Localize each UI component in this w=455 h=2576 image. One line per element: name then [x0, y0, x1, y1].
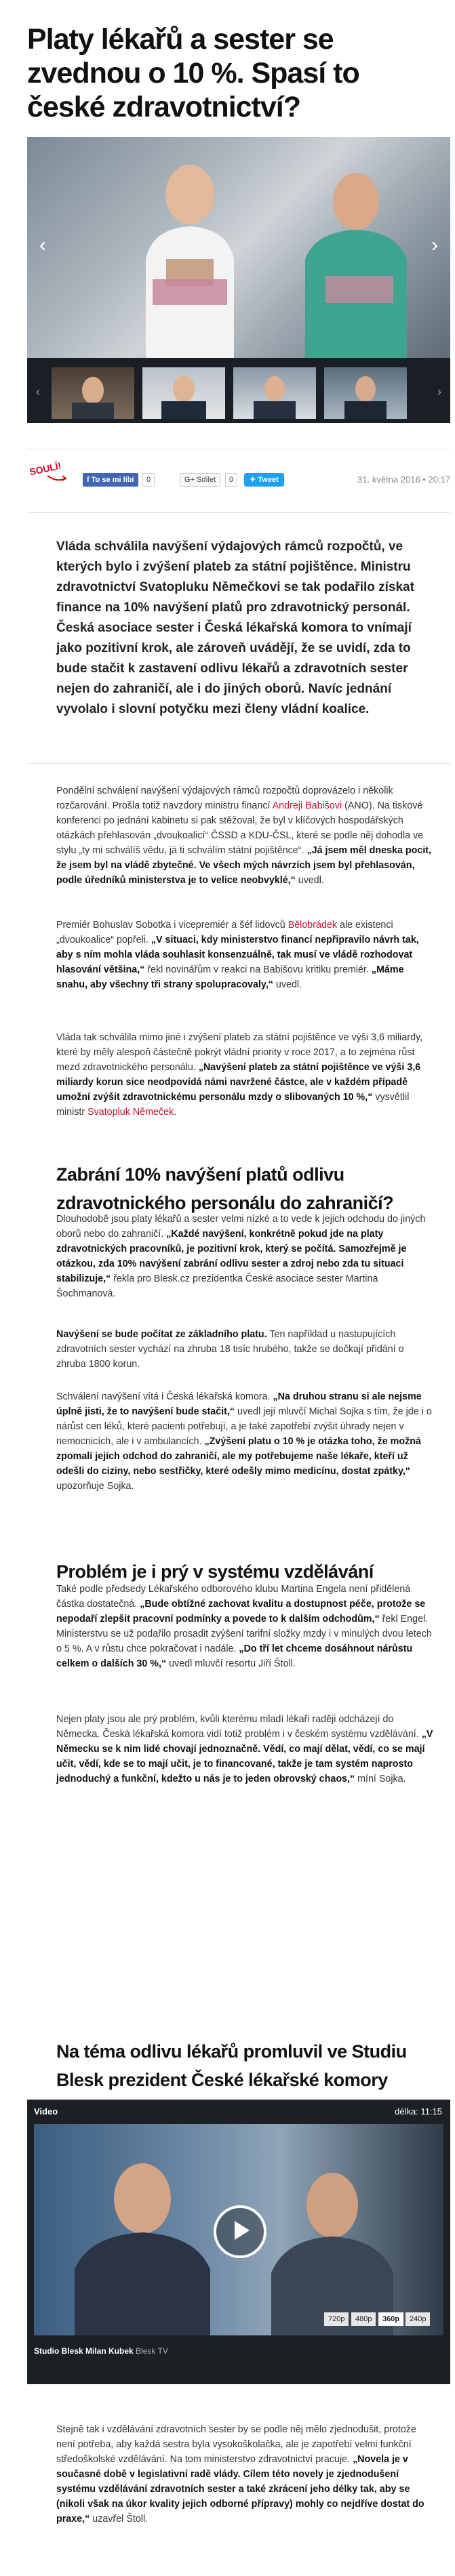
chevron-left-icon: ‹ [36, 385, 40, 398]
video-duration: délka: 11:15 [395, 2106, 442, 2117]
gallery-thumbnails [27, 358, 450, 423]
article-paragraph [56, 1712, 436, 1786]
quality-option-720p[interactable]: 720p [324, 2312, 349, 2326]
share-bar [27, 459, 450, 495]
quote-text: „Já jsem měl dneska pocit, že jsem byl na vládě zbytečné. Ve všech mých návrzích jsem byl přehlasován, podle úředníků ministerstva je to velice neobvyklé,“ [56, 845, 432, 886]
video-source: Blesk TV [136, 2346, 168, 2356]
photo-gallery [27, 137, 450, 423]
paragraph-text: uvedl její mluvčí Michal Sojka s tím, že jde i o nárůst cen léků, které pacienti potřebují, a je také zapotřebí zvýšit úhrady nejen v nemocnicích, ale i v ambulancích. [56, 1406, 432, 1447]
sticker-icon [27, 458, 75, 485]
gplus-share-label: Sdílet [197, 476, 216, 484]
facebook-like-count: 0 [142, 473, 155, 487]
paragraph-text: . [174, 1107, 177, 1118]
gallery-prev-button[interactable] [33, 232, 53, 259]
paragraph-text: uvedl. [295, 875, 324, 886]
thumbnail-image [52, 367, 134, 419]
thumbnail-image [142, 367, 225, 419]
section-heading: Problém je i prý v systému vzdělávání [56, 1561, 374, 1582]
paragraph-text: uvedl mluvčí resortu Jiří Štoll. [166, 1658, 296, 1669]
article-paragraph [56, 783, 436, 888]
play-button[interactable] [214, 2205, 266, 2258]
paragraph-text: Schválení navýšení vítá i Česká lékařská komora. [56, 1391, 273, 1402]
section-heading: Zabrání 10% navýšení platů odlivu zdravotnického personálu do zahraničí? [56, 1164, 394, 1214]
chevron-right-icon: › [431, 234, 438, 256]
quote-text: „Na druhou stranu si ale nejsme úplně jisti, že to navýšení bude stačit,“ [56, 1391, 422, 1417]
paragraph-text: ale existenci „dvoukoalice“ popřeli. [56, 920, 393, 945]
paragraph-text: uzavřel Štoll. [90, 2514, 149, 2524]
gallery-thumbnail[interactable] [233, 367, 316, 419]
article-title: Platy lékařů a sester se zvednou o 10 %. Spasí to české zdravotnictví? [27, 22, 359, 123]
gplus-share-count: 0 [225, 473, 237, 487]
person-link-belobradek[interactable]: Bělobrádek [288, 920, 338, 931]
quality-option-360p[interactable]: 360p [378, 2312, 403, 2326]
quality-option-240p[interactable]: 240p [405, 2312, 430, 2326]
person-link-babis[interactable]: Andreji Babišovi [272, 800, 342, 811]
paragraph-text: míní Sojka. [355, 1774, 406, 1784]
article-paragraph [56, 2422, 436, 2527]
gplus-share-button[interactable] [180, 473, 220, 487]
article-date: 31. května 2016 • 20:17 [357, 474, 450, 485]
thumbnail-image [324, 367, 407, 419]
video-label: Video [34, 2106, 58, 2117]
facebook-icon: f [87, 476, 92, 484]
article-perex: Vláda schválila navýšení výdajových rámců rozpočtů, ve kterých bylo i zvýšení plateb za státní pojištěnce. Ministru zdravotnictví Svatopluku Němečkovi se tak podařilo získat finance na 10% navýšení platů pro zdravotnický personál. Česká asociace sester i Česká lékařská komora to vnímají jako pozitivní krok, ale zároveň uvádějí, že se uvidí, zda to bude stačit k zastavení odlivu lékařů a zdravotních sester nejen do zahraničí, ale i do jiných oborů. Navíc jednání vyvolalo i slovní potyčku mezi členy vládní koalice. [56, 539, 414, 716]
facebook-like-button[interactable] [83, 473, 138, 487]
quality-option-480p[interactable]: 480p [351, 2312, 376, 2326]
gallery-next-button[interactable] [424, 232, 445, 259]
paragraph-text: Ten například u nastupujících zdravotních sester vychází na zhruba 18 tisíc hrubého, takže se dočkají přidání o zhruba 1800 korun. [56, 1329, 404, 1370]
emphasis-text: Navýšení se bude počítat ze základního platu. [56, 1329, 267, 1340]
gallery-main-photo[interactable] [27, 137, 450, 358]
paragraph-text: Premiér Bohuslav Sobotka i vicepremiér a šéf lidovců [56, 920, 288, 931]
section-heading: Na téma odlivu lékařů promluvil ve Studiu Blesk prezident České lékařské komory [56, 2041, 407, 2091]
photo-person-left [139, 157, 241, 358]
facebook-like-label: To se mi líbí [91, 476, 134, 484]
paragraph-text: (ANO). Na tiskové konferenci po jednání kabinetu si pak stěžoval, že byl v klíčových hospodářských otázkách přehlasován „dvoukoalicí“ ČSSD a KDU-ČSL, které se podle něj dohodla ve stylu „ty mi schválíš vědu, já ti schválím státní pojištěnce“. [56, 800, 424, 856]
article-paragraph [56, 1212, 436, 1301]
video-caption [34, 2346, 168, 2356]
paragraph-text: Také podle předsedy Lékařského odborového klubu Martina Engela není přidělená částka dostatečná. [56, 1584, 411, 1610]
article-paragraph [56, 918, 436, 992]
gallery-thumbnail[interactable] [324, 367, 407, 419]
chevron-left-icon: ‹ [39, 234, 46, 256]
quote-text: „Každé navýšení, konkrétně pokud jde na platy zdravotnických pracovníků, je pozitivní krok, který se počítá. Samozřejmě je otázkou, zda 10% navýšení zabrání odlivu sester a zdroj nebo zda tu situaci stabilizuje,“ [56, 1229, 407, 1284]
thumbnail-image [233, 367, 316, 419]
gallery-thumbnail[interactable] [52, 367, 134, 419]
paragraph-text: Vláda tak schválila mimo jiné i zvýšení plateb za státní pojištěnce ve výši 3,6 miliardy, které by měly alespoň částečně pokrýt vládní priority v roce 2017, a to zejména růst mezd zdravotnického personálu. [56, 1032, 423, 1073]
paragraph-text: Dlouhodobě jsou platy lékařů a sester velmi nízké a to vede k jejich odchodu do jiných oborů nebo do zahraničí. [56, 1214, 426, 1240]
svg-text:SOULÍ!: SOULÍ! [28, 459, 62, 478]
quote-text: „Máme snahu, aby všechny tři strany spolupracovaly,“ [56, 964, 404, 990]
paragraph-text: Stejně tak i vzdělávání zdravotních sester by se podle něj mělo zjednodušit, protože není potřeba, aby každá sestra byla vysokoškolačka, ale je zapotřebí velmi funkční středoškolské vzdělávání. Na tom ministerstvo zdravotnictví pracuje. [56, 2424, 416, 2465]
paragraph-text: řekl novinářům v reakci na Babišovu kritiku premiér. [144, 964, 372, 975]
quote-text: „Navýšení plateb za státní pojištěnce ve výši 3,6 miliardy korun sice neodpovídá námi navržené částce, ale v každém případě umožní zvýšit zdravotnickému personálu mzdy o slibovaných 10 %,“ [56, 1062, 421, 1103]
thumbs-next-button[interactable] [433, 378, 446, 405]
person-link-nemecek[interactable]: Svatopluk Němeček [87, 1107, 174, 1118]
article-paragraph [56, 1389, 436, 1494]
quote-text: „V situaci, kdy ministerstvo financí nepřipravilo návrh tak, aby s ním mohla vláda souhlasit konsenzuálně, tak musí ve vládě rozhodovat hlasování většina,“ [56, 935, 419, 975]
divider [27, 512, 450, 513]
paragraph-text: uvedl. [273, 979, 302, 990]
quote-text: „Bude obtížné zachovat kvalitu a dostupnost péče, protože se nepodaří zlepšit pracovní podmínky a povede to k dalším odchodům,“ [56, 1599, 426, 1624]
tweet-button[interactable] [244, 473, 284, 487]
paragraph-text: Pondělní schválení navýšení výdajových rámců rozpočtů doprovázelo i několik rozčarování. Prošla totiž navzdory ministru financí [56, 785, 393, 811]
paragraph-text: řekla pro Blesk.cz prezidentka České asociace sester Martina Šochmanová. [56, 1273, 378, 1299]
quote-text: „Zvýšení platu o 10 % je otázka toho, že možná zpomalí jejich odchod do zahraničí, ale my potřebujeme naše lékaře, kteří už odešli do ciziny, nebo sestřičky, které odešly mimo medicínu, dostat zpátky,“ [56, 1436, 421, 1477]
video-frame[interactable] [34, 2124, 443, 2335]
chevron-right-icon: › [437, 385, 441, 398]
twitter-icon: ✦ [250, 476, 258, 484]
paragraph-text: Nejen platy jsou ale prý problém, kvůli kterému mladí lékaři raději odcházejí do Německa. Česká lékařská komora vidí totiž problém i v českém systému vzdělávání. [56, 1714, 422, 1740]
gplus-icon: G+ [184, 476, 197, 484]
article-paragraph [56, 1582, 436, 1671]
paragraph-text: řekl Engel. Ministerstvu se už podařilo prosadit zvýšení tarifní složky mzdy i v minulých dvou letech o 5 %. A v růstu chce pokračovat i nadále. [56, 1614, 432, 1654]
quote-text: „Novela je v současné době v legislativní radě vlády. Cílem této novely je zjednodušení systému vzdělávání zdravotních sester a také zkrácení jeho délky tak, aby se (nikoli však na úkor kvality jejich odborné přípravy) mohly co nejdříve dostat do praxe,“ [56, 2454, 424, 2524]
quote-text: „V Německu se k nim lidé chovají jednoznačně. Vědí, co mají dělat, vědí, co se mají učit, vědí, kde se to mají učit, je to financované, takže je tam systém naprosto jednoduchý a funkční, kdežto u nás je to jeden obrovský chaos,“ [56, 1729, 433, 1784]
paragraph-text: vysvětlil ministr [56, 1092, 410, 1118]
article-paragraph [56, 1327, 436, 1372]
video-title: Studio Blesk Milan Kubek [34, 2346, 134, 2356]
divider [27, 763, 450, 764]
gallery-thumbnail[interactable] [142, 367, 225, 419]
quote-text: „Do tří let chceme dosáhnout nárůstu celkem o dalších 30 %,“ [56, 1643, 413, 1669]
video-player[interactable] [27, 2100, 450, 2384]
photo-person-right [298, 164, 414, 358]
tweet-label: Tweet [258, 476, 279, 484]
paragraph-text: upozorňuje Sojka. [56, 1481, 134, 1492]
thumbs-prev-button[interactable] [31, 378, 45, 405]
article-paragraph [56, 1030, 436, 1120]
